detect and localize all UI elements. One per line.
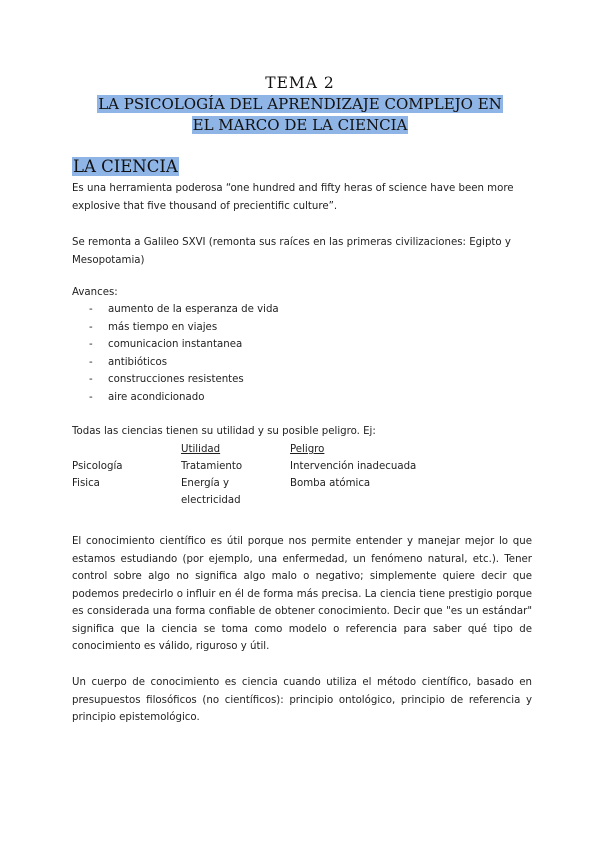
intro-line-2: explosive that five thousand of precientific culture”. bbox=[72, 200, 338, 212]
list-item-text: más tiempo en viajes bbox=[108, 321, 218, 333]
list-item-text: antibióticos bbox=[108, 356, 168, 368]
paragraph-scientific-method: Un cuerpo de conocimiento es ciencia cuando utiliza el método científico, basado en presupuestos filosóficos (no científicos): principio ontológico, principio de referencia y principio epistemológico. bbox=[72, 677, 532, 723]
table-cell-row1-discipline: Psicología bbox=[72, 461, 123, 472]
bullet-dash: - bbox=[89, 391, 93, 403]
origin-line-2: Mesopotamia) bbox=[72, 254, 145, 266]
title-line-1: LA PSICOLOGÍA DEL APRENDIZAJE COMPLEJO EN bbox=[98, 95, 502, 113]
bullet-dash: - bbox=[89, 339, 93, 350]
table-cell-row2-danger: Bomba atómica bbox=[290, 478, 371, 489]
document-header bbox=[0, 73, 600, 136]
topic-number: TEMA 2 bbox=[265, 74, 335, 92]
utility-intro: Todas las ciencias tienen su utilidad y su posible peligro. Ej: bbox=[72, 426, 376, 437]
list-item bbox=[72, 336, 532, 354]
title-line-2: EL MARCO DE LA CIENCIA bbox=[192, 116, 408, 134]
list-item-text: comunicacion instantanea bbox=[108, 339, 243, 350]
paragraph-utility: El conocimiento científico es útil porque nos permite entender y manejar mejor lo que estamos estudiando (por ejemplo, una enfermedad, un fenómeno natural, etc.). Tener control sobre algo no significa algo malo o negativo; simplemente quiere decir que podemos predecirlo o influir en él de forma más precisa. La ciencia tiene prestigio porque es considerada una forma confiable de obtener conocimiento. Decir que "es un estándar" significa que la ciencia se toma como modelo o referencia para saber qué tipo de conocimiento es válido, riguroso y útil. bbox=[72, 536, 532, 652]
bullet-dash: - bbox=[89, 356, 93, 368]
list-item-text: aire acondicionado bbox=[108, 391, 205, 403]
intro-line-1: Es una herramienta poderosa “one hundred and fifty heras of science have been more bbox=[72, 183, 514, 194]
table-cell-row3-utility: electricidad bbox=[181, 495, 241, 506]
table-cell-row2-utility: Energía y bbox=[181, 478, 229, 489]
bullet-dash: - bbox=[89, 374, 93, 385]
origin-line-1: Se remonta a Galileo SXVI (remonta sus raíces en las primeras civilizaciones: Egipto y bbox=[72, 237, 511, 248]
bullet-dash: - bbox=[89, 321, 93, 333]
list-item bbox=[72, 354, 532, 372]
list-item-text: construcciones resistentes bbox=[108, 374, 244, 385]
list-item bbox=[72, 319, 532, 337]
list-item-text: aumento de la esperanza de vida bbox=[108, 304, 279, 315]
topic-title bbox=[0, 94, 600, 136]
table-cell-row2-discipline: Fisica bbox=[72, 478, 100, 489]
table-cell-row1-utility: Tratamiento bbox=[181, 461, 243, 472]
origin-paragraph bbox=[72, 234, 532, 269]
section-heading-text: LA CIENCIA bbox=[73, 157, 178, 176]
intro-paragraph bbox=[72, 180, 532, 215]
bullet-dash: - bbox=[89, 304, 93, 315]
advances-label: Avances: bbox=[72, 287, 118, 298]
table-header-peligro: Peligro bbox=[290, 444, 325, 455]
advances-list bbox=[72, 301, 532, 406]
section-heading bbox=[72, 156, 179, 178]
table-cell-row1-danger: Intervención inadecuada bbox=[290, 461, 417, 472]
list-item bbox=[72, 371, 532, 389]
list-item bbox=[72, 301, 532, 319]
table-header-utilidad: Utilidad bbox=[181, 444, 221, 455]
list-item bbox=[72, 389, 532, 407]
